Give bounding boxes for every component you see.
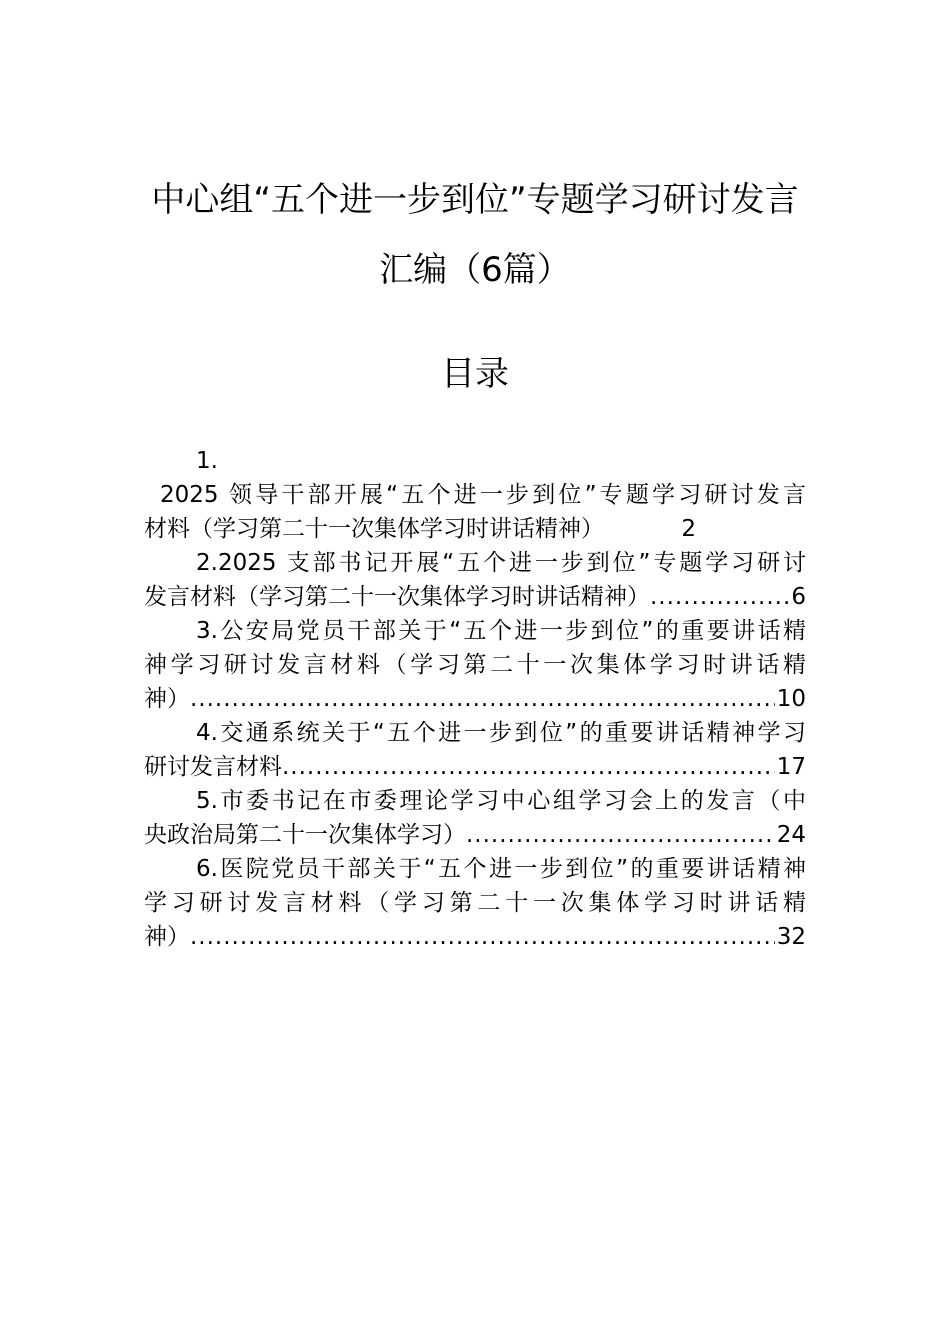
toc-leader-dots [190,682,775,716]
toc-page-number: 6 [791,584,806,610]
document-title-line1: 中心组“五个进一步到位”专题学习研讨发言 [151,180,799,220]
toc-leader-dots [190,920,775,954]
toc-entry-text: 研讨发言材料 [144,754,282,780]
toc-leader-dots [282,750,775,784]
toc-entry-5[interactable] [144,784,806,852]
toc-entry-last-line [144,920,806,954]
toc-page-number: 24 [776,822,806,848]
toc-entry-4[interactable] [144,716,806,784]
toc-entry-text: 5.市委书记在市委理论学习中心组学习会上的发言（中 [196,788,806,814]
toc-entry-text: 发言材料（学习第二十一次集体学习时讲话精神） [144,584,650,610]
toc-heading: 目录 [441,354,509,394]
toc-page-number: 17 [776,754,806,780]
toc-leader-dots [650,580,789,614]
document-title-line2: 汇编（6篇） [379,250,571,290]
toc-entry-text: 6.医院党员干部关于“五个进一步到位”的重要讲话精神 [196,856,806,882]
toc-page-number: 10 [776,686,806,712]
toc-leader-dots [466,818,775,852]
toc-entry-6[interactable] [144,852,806,954]
toc-entry-text: 3.公安局党员干部关于“五个进一步到位”的重要讲话精 [196,618,806,644]
toc-entry-2[interactable] [144,546,806,614]
toc-page-number: 32 [776,924,806,950]
toc-entry-text: 央政治局第二十一次集体学习） [144,822,466,848]
toc-entry-last-line [144,580,806,614]
toc-page-number: 2 [681,516,696,542]
toc-entry-last-line [144,818,806,852]
toc-entry-text: 2025 领导干部开展“五个进一步到位”专题学习研讨发言 [160,482,806,508]
toc-entry-text: 神学习研讨发言材料（学习第二十一次集体学习时讲话精 [144,652,806,678]
toc-entry-1[interactable] [144,444,806,546]
toc-entry-last-line [144,682,806,716]
toc-entry-text: 材料（学习第二十一次集体学习时讲话精神） [144,516,604,542]
toc-entry-text: 1. [196,448,218,474]
toc-entry-text: 神） [144,924,190,950]
toc-entry-last-line [144,750,806,784]
toc-entry-text: 4.交通系统关于“五个进一步到位”的重要讲话精神学习 [196,720,806,746]
toc-entry-last-line [144,512,806,546]
toc-entry-text: 神） [144,686,190,712]
toc-entry-3[interactable] [144,614,806,716]
toc-list [144,444,806,954]
toc-entry-text: 学习研讨发言材料（学习第二十一次集体学习时讲话精 [144,890,806,916]
toc-entry-text: 2.2025 支部书记开展“五个进一步到位”专题学习研讨 [196,550,806,576]
